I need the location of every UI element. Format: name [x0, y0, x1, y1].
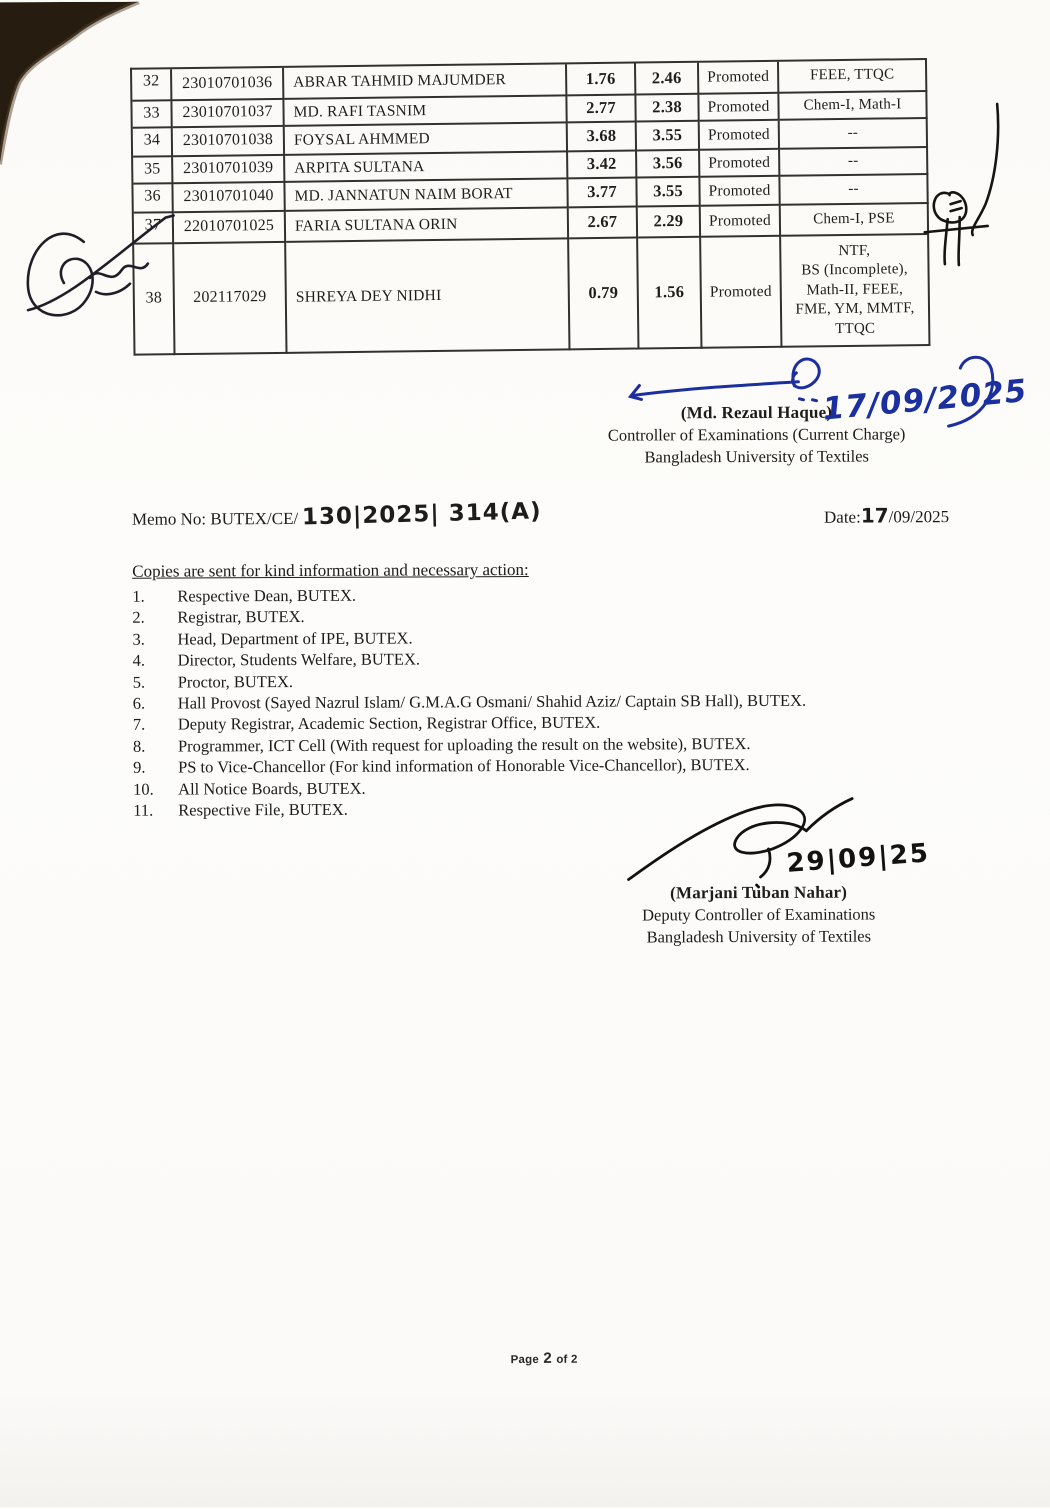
table-cell-status: Promoted: [700, 121, 780, 151]
memo-label: Memo No: BUTEX/CE/: [131, 508, 299, 529]
table-cell-serial: 32: [132, 69, 172, 101]
table-cell-gpa2: 3.55: [637, 178, 700, 208]
memo-date-printed: /09/2025: [888, 507, 950, 527]
table-cell-gpa1: 3.42: [568, 152, 637, 180]
table-cell-name: FARIA SULTANA ORIN: [286, 208, 569, 242]
list-item: [133, 796, 923, 821]
memo-date-handwritten: 17: [860, 503, 889, 528]
table-cell-student-id: 23010701039: [173, 156, 285, 184]
table-cell-student-id: 23010701036: [172, 68, 284, 101]
table-cell-serial: 36: [133, 184, 173, 213]
table-cell-status: Promoted: [700, 177, 780, 207]
memo-date: [824, 503, 949, 528]
table-cell-status: Promoted: [700, 150, 780, 178]
footer-prefix: Page: [510, 1353, 539, 1367]
controller-organization: Bangladesh University of Textiles: [644, 446, 869, 467]
table-cell-student-id: 23010701038: [173, 127, 285, 157]
table-cell-serial: 38: [134, 244, 175, 355]
controller-name: (Md. Rezaul Haque): [680, 402, 833, 423]
list-item-text: Programmer, ICT Cell (With request for uploading the result on the website), BUTEX.: [177, 733, 751, 756]
scan-corner-shadow-edge: [0, 2, 139, 165]
deputy-controller-title: Deputy Controller of Examinations: [642, 904, 876, 925]
table-cell-gpa1: 0.79: [569, 239, 639, 351]
right-margin-initial-scribble: [924, 104, 999, 265]
controller-title: Controller of Examinations (Current Charge): [607, 424, 906, 445]
deputy-controller-handwritten-date: 29|09|25: [785, 838, 931, 879]
list-item-text: Deputy Registrar, Academic Section, Registrar Office, BUTEX.: [177, 713, 601, 734]
table-cell-gpa1: 2.67: [569, 208, 638, 240]
list-item-number: 6.: [132, 693, 146, 713]
list-item-text: Hall Provost (Sayed Nazrul Islam/ G.M.A.G Osmani/ Shahid Aziz/ Captain SB Hall), BUTEX.: [177, 690, 807, 713]
page-footer: [511, 1350, 578, 1367]
list-item-number: 7.: [132, 715, 146, 735]
list-item: [133, 689, 923, 714]
deputy-controller-name: (Marjani Tuban Nahar): [670, 882, 848, 903]
table-cell-student-id: 23010701037: [172, 100, 284, 128]
list-item-number: 11.: [133, 800, 154, 820]
list-item-number: 1.: [132, 586, 145, 606]
copies-heading: Copies are sent for kind information and necessary action:: [132, 559, 529, 581]
table-cell-name: SHREYA DEY NIDHI: [286, 239, 570, 353]
table-cell-gpa2: 3.56: [637, 151, 700, 179]
table-cell-gpa2: 2.46: [636, 63, 699, 96]
memo-handwritten-number: 130|2025| 314(A): [302, 498, 543, 531]
table-cell-gpa2: 3.55: [637, 122, 700, 152]
list-item-number: 10.: [133, 779, 154, 799]
memo-date-label: Date:: [823, 507, 861, 527]
table-cell-gpa1: 3.68: [568, 123, 637, 153]
list-item-text: Director, Students Welfare, BUTEX.: [177, 649, 421, 670]
list-item-number: 5.: [132, 672, 146, 692]
table-cell-gpa1: 3.77: [568, 179, 637, 209]
table-cell-subjects: Chem-I, PSE: [781, 204, 929, 237]
table-cell-serial: 35: [133, 157, 173, 184]
copies-section: [132, 558, 923, 821]
deputy-controller-signature-block: [549, 882, 969, 948]
list-item-number: 3.: [132, 629, 145, 649]
controller-handwritten-date: 17/09/2025: [821, 372, 1029, 428]
list-item-text: All Notice Boards, BUTEX.: [178, 778, 366, 799]
table-cell-status: Promoted: [699, 94, 779, 122]
table-cell-serial: 33: [132, 101, 172, 128]
list-item-number: 8.: [132, 736, 146, 756]
list-item-number: 2.: [132, 608, 145, 628]
table-cell-status: Promoted: [699, 62, 779, 95]
list-item-text: Registrar, BUTEX.: [177, 607, 305, 627]
table-cell-name: MD. JANNATUN NAIM BORAT: [285, 179, 568, 211]
list-item-text: PS to Vice-Chancellor (For kind information of Honorable Vice-Chancellor), BUTEX.: [178, 755, 750, 777]
list-item-number: 9.: [133, 757, 146, 777]
table-cell-gpa2: 1.56: [638, 238, 702, 350]
list-item-number: 4.: [132, 650, 146, 670]
table-cell-name: ABRAR TAHMID MAJUMDER: [284, 64, 567, 99]
table-cell-student-id: 23010701040: [173, 183, 285, 213]
table-cell-subjects: --: [780, 119, 928, 150]
table-cell-subjects: FEEE, TTQC: [779, 60, 927, 94]
scan-corner-shadow: [0, 2, 140, 183]
footer-page-number: 2: [543, 1349, 552, 1367]
table-cell-serial: 34: [133, 128, 173, 157]
table-cell-status: Promoted: [701, 206, 781, 238]
table-cell-gpa1: 1.76: [567, 64, 636, 97]
table-cell-name: MD. RAFI TASNIM: [284, 96, 567, 126]
table-cell-serial: 37: [134, 213, 174, 244]
list-item-text: Head, Department of IPE, BUTEX.: [177, 628, 413, 649]
table-cell-status: Promoted: [701, 237, 782, 349]
memo-line: [131, 498, 962, 531]
deputy-controller-organization: Bangladesh University of Textiles: [646, 926, 872, 947]
table-cell-name: FOYSAL AHMMED: [285, 123, 568, 155]
table-cell-gpa2: 2.38: [636, 95, 699, 123]
table-cell-subjects: NTF, BS (Incomplete), Math-II, FEEE, FME, YM, MMTF, TTQC: [781, 235, 930, 348]
footer-suffix: of 2: [556, 1353, 578, 1366]
list-item-text: Respective File, BUTEX.: [178, 799, 348, 820]
table-cell-subjects: Chem-I, Math-I: [779, 92, 927, 121]
table-cell-gpa2: 2.29: [638, 207, 701, 239]
list-item-text: Respective Dean, BUTEX.: [177, 585, 357, 606]
table-cell-gpa1: 2.77: [567, 96, 636, 124]
list-item-text: Proctor, BUTEX.: [177, 671, 294, 692]
table-cell-name: ARPITA SULTANA: [285, 152, 568, 182]
table-cell-student-id: 22010701025: [174, 212, 286, 244]
table-cell-subjects: --: [780, 175, 928, 206]
results-table: [130, 58, 930, 356]
table-cell-subjects: --: [780, 148, 928, 177]
table-cell-student-id: 202117029: [174, 243, 287, 355]
